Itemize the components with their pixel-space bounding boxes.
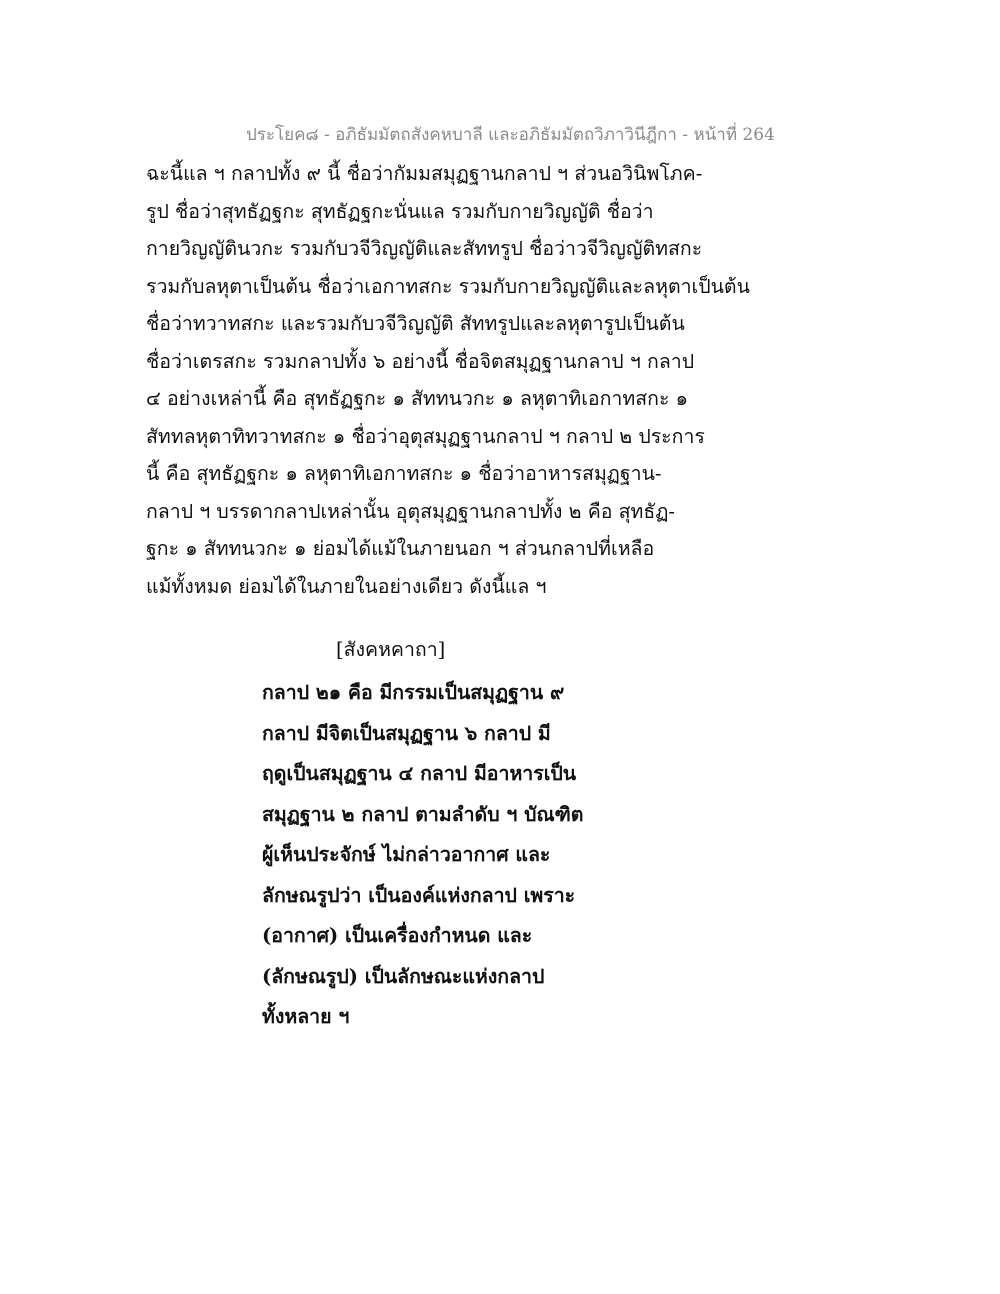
text-line: รูป ชื่อว่าสุทธัฏฐกะ สุทธัฏฐกะนั่นแล รวมกับกายวิญญัติ ชื่อว่า [146,199,654,223]
text-line: ชื่อว่าทวาทสกะ และรวมกับวจีวิญญัติ สัททรูปและลหุตารูปเป็นต้น [146,312,685,335]
text-line: กลาป ฯ บรรดากลาปเหล่านั้น อุตุสมุฏฐานกลาปทั้ง ๒ คือ สุทธัฏ- [146,499,675,523]
verse-line: ฤดูเป็นสมุฏฐาน ๔ กลาป มีอาหารเป็น [262,762,577,785]
text-line: แม้ทั้งหมด ย่อมได้ในภายในอย่างเดียว ดังนี้แล ฯ [146,574,547,598]
text-line: ชื่อว่าเตรสกะ รวมกลาปทั้ง ๖ อย่างนี้ ชื่อจิตสมุฏฐานกลาป ฯ กลาป [146,349,695,373]
verse-line: (อากาศ) เป็นเครื่องกำหนด และ [262,924,533,947]
verse-line: สมุฏฐาน ๒ กลาป ตามลำดับ ฯ บัณฑิต [262,802,584,826]
verse-line: ลักษณรูปว่า เป็นองค์แห่งกลาป เพราะ [262,883,576,907]
text-line: สัททลหุตาทิทวาทสกะ ๑ ชื่อว่าอุตุสมุฏฐานกลาป ฯ กลาป ๒ ประการ [146,424,705,448]
verse-line: กลาป ๒๑ คือ มีกรรมเป็นสมุฏฐาน ๙ [262,681,565,704]
text-line: รวมกับลหุตาเป็นต้น ชื่อว่าเอกาทสกะ รวมกับกายวิญญัติและลหุตาเป็นต้น [146,274,750,298]
verse-line: ทั้งหลาย ฯ [262,1005,350,1028]
verse-line: กลาป มีจิตเป็นสมุฏฐาน ๖ กลาป มี [262,721,551,745]
text-line: นี้ คือ สุทธัฏฐกะ ๑ ลหุตาทิเอกาทสกะ ๑ ชื่อว่าอาหารสมุฏฐาน- [146,462,662,485]
text-line: ฐกะ ๑ สัททนวกะ ๑ ย่อมได้แม้ในภายนอก ฯ ส่วนกลาปที่เหลือ [146,537,655,560]
section-heading: [สังคหคาถา] [336,638,446,661]
verse-line: ผู้เห็นประจักษ์ ไม่กล่าวอากาศ และ [262,843,551,866]
verse-line: (ลักษณรูป) เป็นลักษณะแห่งกลาป [262,964,545,988]
body-paragraph [146,155,766,605]
page-header: ประโยค๘ - อภิธัมมัตถสังคหบาลี และอภิธัมมัตถวิภาวินีฎีกา - หน้าที่ 264 [246,125,775,145]
text-line: กายวิญญัตินวกะ รวมกับวจีวิญญัติและสัททรูป ชื่อว่าวจีวิญญัติทสกะ [146,237,703,260]
verse-stanza [262,673,682,1038]
text-line: ฉะนี้แล ฯ กลาปทั้ง ๙ นี้ ชื่อว่ากัมมสมุฏฐานกลาป ฯ ส่วนอวินิพโภค- [146,162,703,185]
text-line: ๔ อย่างเหล่านี้ คือ สุทธัฏฐกะ ๑ สัททนวกะ ๑ ลหุตาทิเอกาทสกะ ๑ [146,387,688,410]
